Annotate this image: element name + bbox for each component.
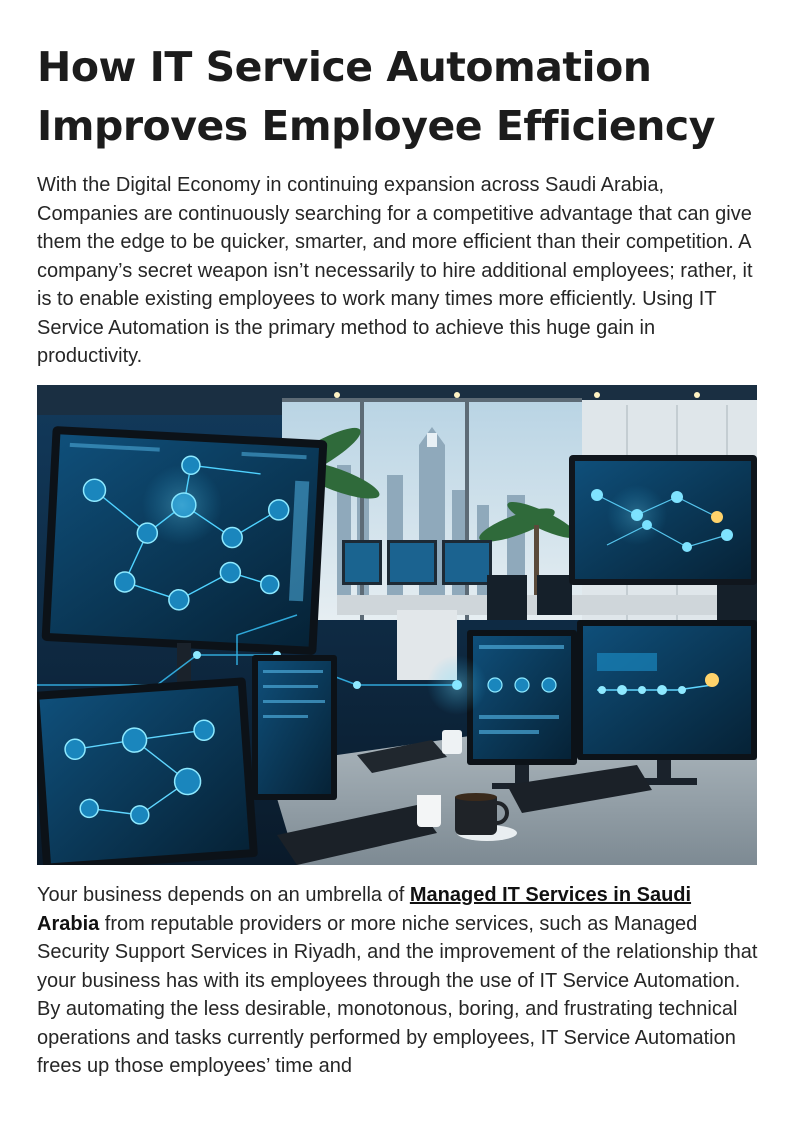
office-illustration — [37, 385, 757, 865]
title-line-1: How IT Service Automation — [37, 43, 652, 91]
body-paragraph — [37, 881, 759, 1081]
managed-it-services-link[interactable]: Managed IT Services in Saudi — [409, 884, 692, 906]
body-text-before-link: Your business depends on an umbrella of — [37, 884, 410, 906]
intro-paragraph: With the Digital Economy in continuing expansion across Saudi Arabia, Companies are continuously searching for a competitive advantage that can give them the edge to be quicker, smarter, and more efficient than their competition. A company’s secret weapon isn’t necessarily to hire additional employees; rather, it is to enable existing employees to work many times more efficiently. Using IT Service Automation is the primary method to achieve this huge gain in productivity. — [37, 174, 753, 367]
title-line-2: Improves Employee Efficiency — [37, 102, 715, 150]
page-title — [37, 38, 757, 156]
hero-image — [37, 385, 757, 865]
body-bold-text: Arabia — [37, 912, 100, 935]
body-text-after-link: from reputable providers or more niche services, such as Managed Security Support Services in Riyadh, and the improvement of the relationship that your business has with its employees through the use of IT Service Automation. By automating the less desirable, monotonous, boring, and frustrating technical operations and tasks currently performed by employees, IT Service Automation frees up those employees’ time and — [37, 912, 758, 1077]
